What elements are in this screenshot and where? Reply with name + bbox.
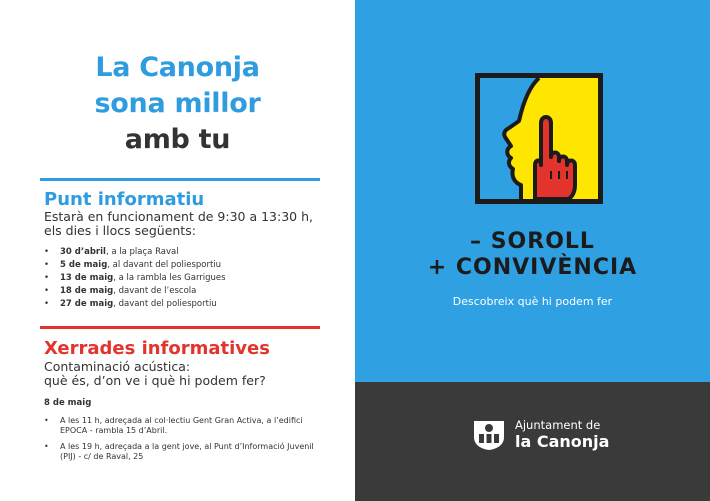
talks-list	[44, 416, 314, 468]
talk-text: A les 11 h, adreçada al col·lectiu Gent Gran Activa, a l’edifici EPOCA - rambla 15 d’Abril.	[60, 416, 303, 435]
campaign-panel	[355, 0, 710, 501]
schedule-date: 30 d’abril	[60, 247, 106, 257]
xerrades-intro	[44, 360, 334, 388]
bullet: •	[44, 416, 49, 425]
bullet: •	[44, 247, 50, 257]
punt-intro-line: Estarà en funcionament de 9:30 a 13:30 h,	[44, 209, 313, 224]
punt-informatiu-title: Punt informatiu	[44, 189, 205, 210]
punt-schedule-list	[44, 246, 324, 311]
list-item	[44, 442, 314, 462]
talk-text: A les 19 h, adreçada a la gent jove, al Punt d’Informació Juvenil (PIJ) - c/ de Raval, 25	[60, 442, 314, 461]
bullet: •	[44, 273, 50, 283]
list-item	[44, 259, 324, 272]
council-crest-icon	[471, 415, 507, 451]
xerrades-intro-line: Contaminació acústica:	[44, 359, 191, 374]
bullet: •	[44, 299, 50, 309]
list-item	[44, 246, 324, 259]
council-name-line-1: Ajuntament de	[515, 418, 601, 432]
schedule-place: , davant de l’escola	[113, 286, 197, 296]
talk-date: 8 de maig	[44, 398, 92, 408]
headline-line-2: sona millor	[94, 88, 261, 119]
section-divider-red	[40, 326, 320, 329]
xerrades-title: Xerrades informatives	[44, 338, 270, 359]
bullet: •	[44, 286, 50, 296]
list-item	[44, 285, 324, 298]
list-item	[44, 416, 314, 436]
schedule-date: 13 de maig	[60, 273, 114, 283]
council-logo	[471, 415, 611, 455]
schedule-date: 27 de maig	[60, 299, 114, 309]
schedule-place: , a la plaça Raval	[105, 247, 179, 257]
headline-line-1: La Canonja	[95, 52, 260, 83]
punt-informatiu-intro	[44, 210, 334, 238]
list-item	[44, 298, 324, 311]
schedule-place: , davant del poliesportiu	[113, 299, 217, 309]
slogan-more-coexistence: + CONVIVÈNCIA	[427, 255, 638, 280]
bullet: •	[44, 260, 50, 270]
schedule-place: , a la rambla les Garrigues	[113, 273, 226, 283]
bullet: •	[44, 442, 49, 451]
list-item	[44, 272, 324, 285]
section-divider-blue	[40, 178, 320, 181]
slogan-less-noise: – SOROLL	[470, 229, 595, 254]
schedule-place: , al davant del poliesportiu	[107, 260, 222, 270]
council-name-line-2: la Canonja	[515, 432, 610, 451]
headline-line-3: amb tu	[124, 124, 231, 155]
schedule-date: 5 de maig	[60, 260, 108, 270]
silence-gesture-icon	[475, 73, 603, 204]
xerrades-intro-line: què és, d’on ve i què hi podem fer?	[44, 373, 266, 388]
tagline: Descobreix què hi podem fer	[452, 295, 613, 308]
punt-intro-line: els dies i llocs següents:	[44, 223, 196, 238]
schedule-date: 18 de maig	[60, 286, 114, 296]
